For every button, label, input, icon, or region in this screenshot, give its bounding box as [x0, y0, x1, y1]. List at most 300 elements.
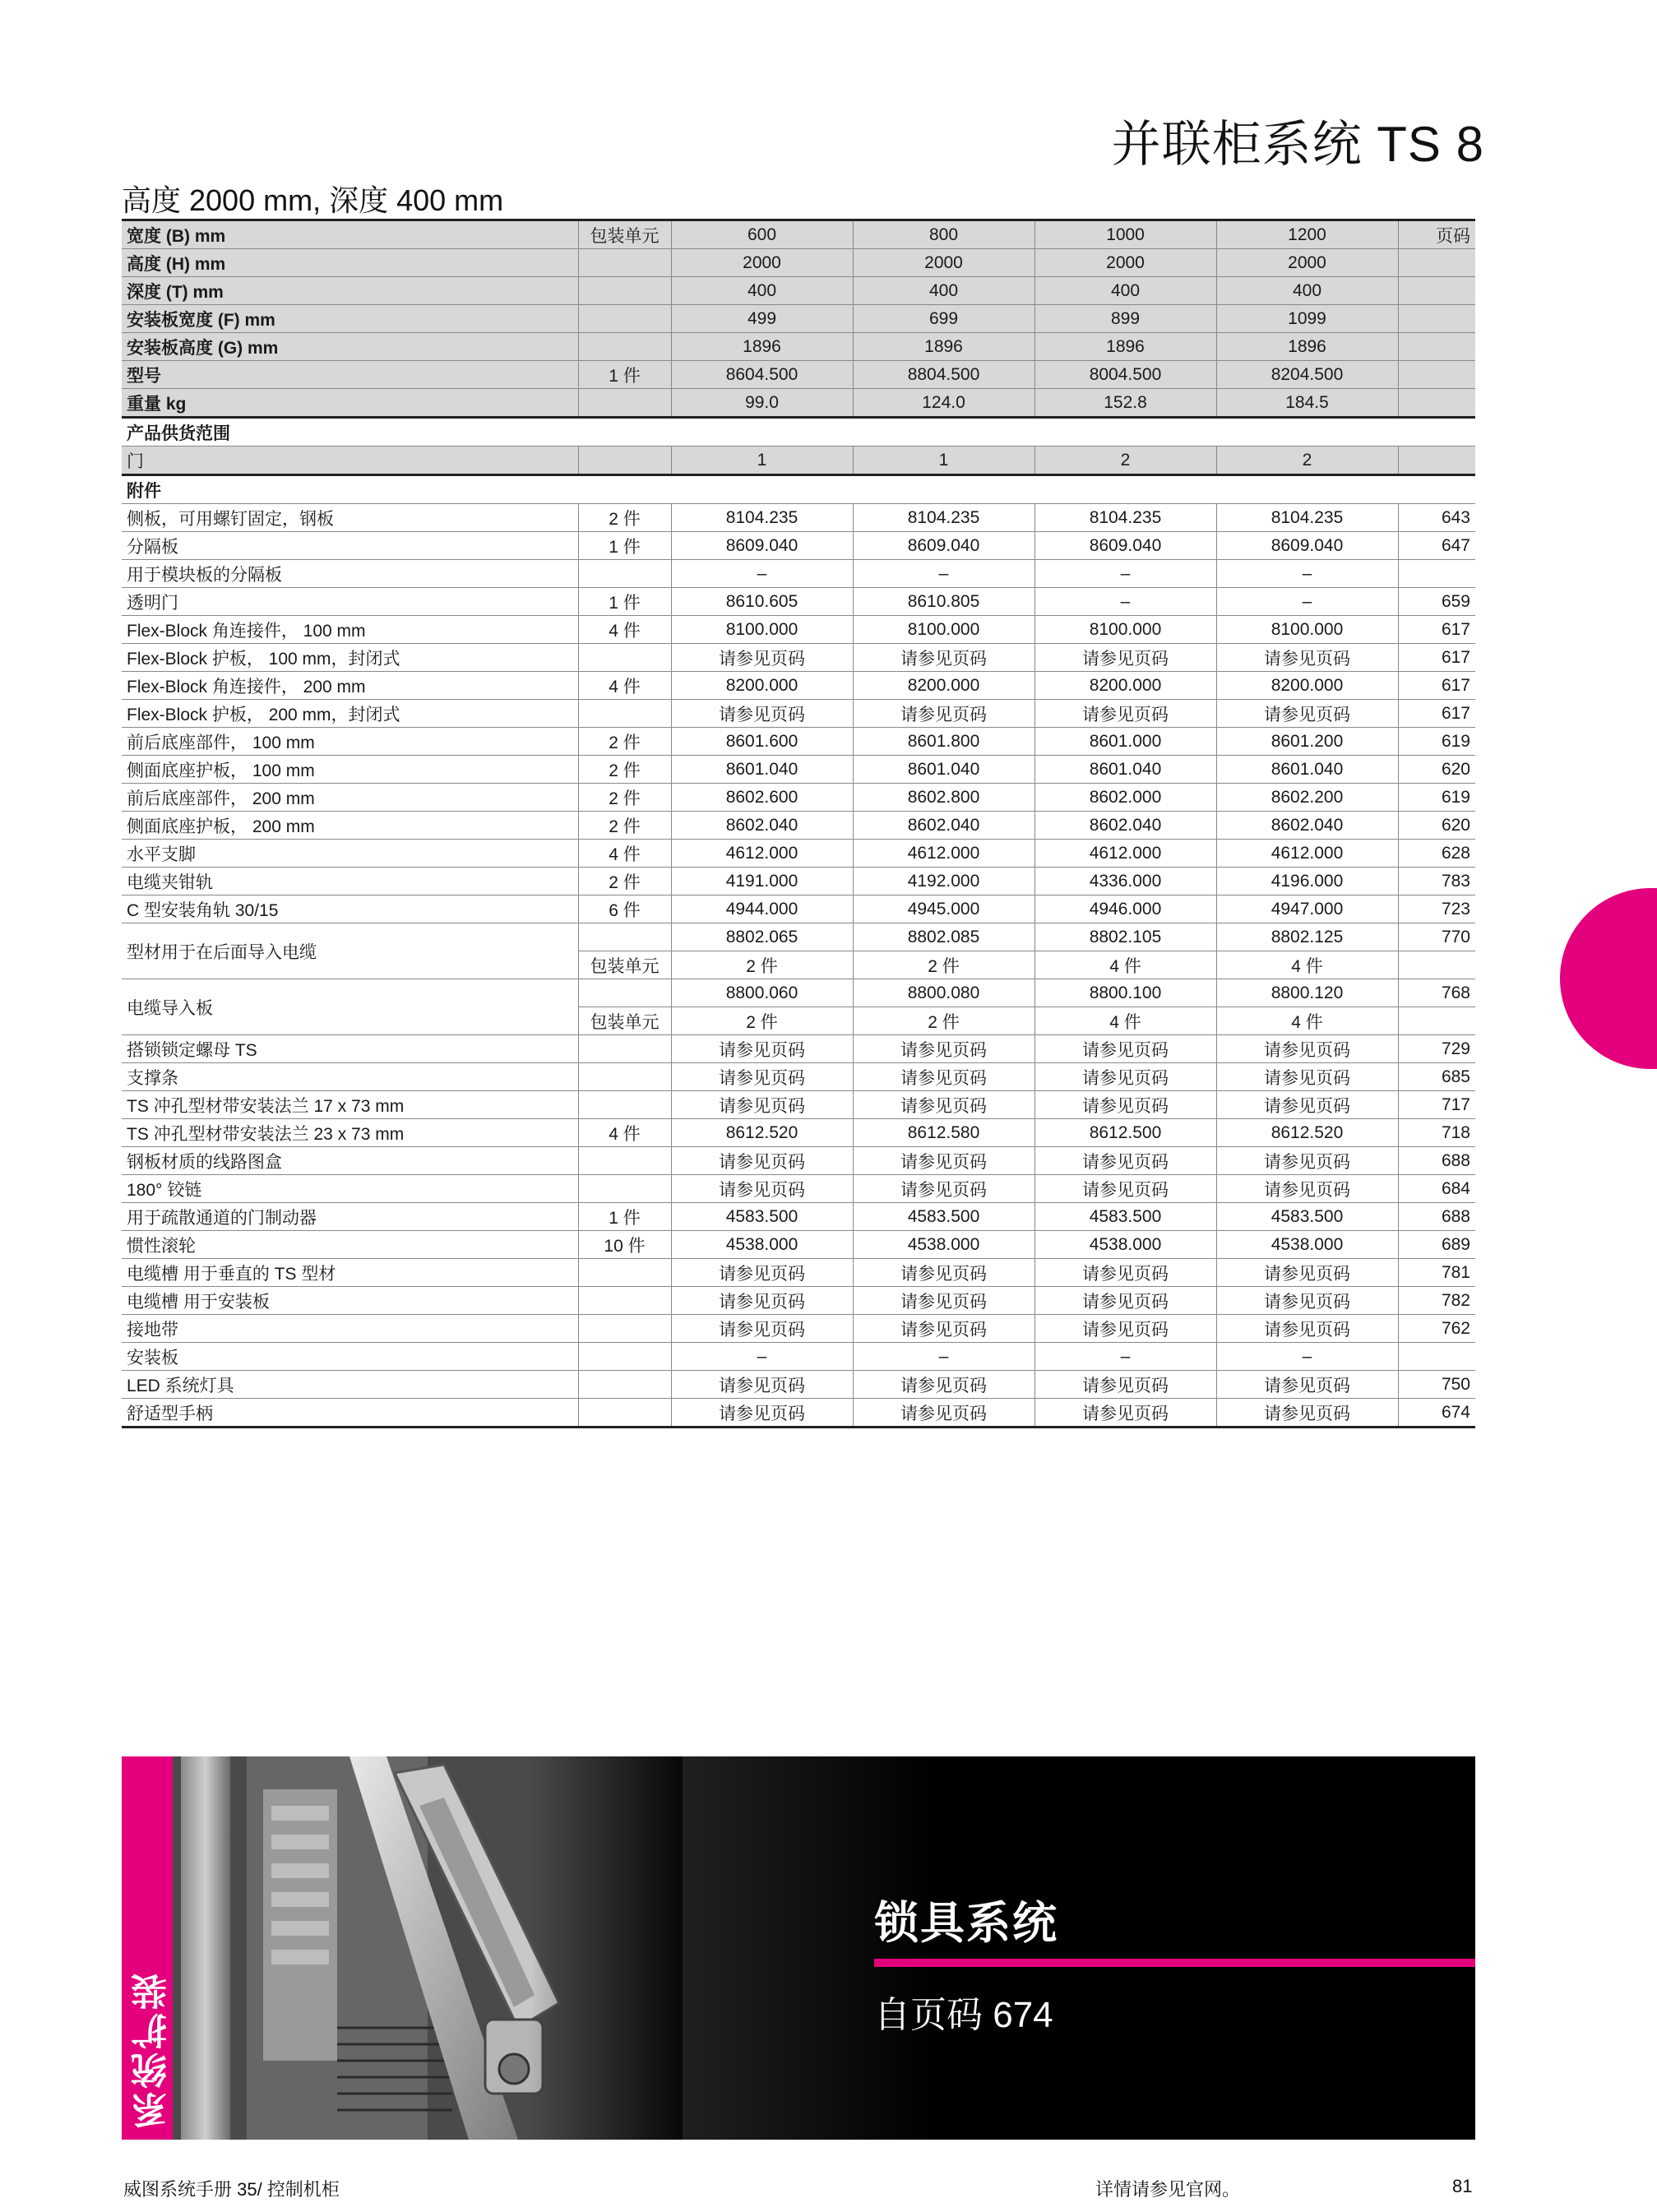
table-row: [122, 784, 1475, 812]
row-value-width-1: 请参见页码: [853, 1175, 1034, 1203]
table-row: [122, 560, 1475, 588]
row-label: 接地带: [122, 1315, 578, 1343]
section-tab-marker: [1560, 888, 1657, 1069]
row-page-ref: [1398, 277, 1475, 305]
row-packaging-unit: [578, 1175, 671, 1203]
row-value-width-3: 8612.520: [1216, 1119, 1398, 1147]
row-value-width-2: 4583.500: [1034, 1203, 1216, 1231]
row-page-ref: [1398, 333, 1475, 361]
row-label: 安装板: [122, 1343, 578, 1371]
row-page-ref: [1398, 361, 1475, 389]
banner-accent-line: [874, 1959, 1475, 1967]
row-packaging-unit: 1 件: [578, 1203, 671, 1231]
table-row: [122, 220, 1475, 249]
row-packaging-unit: [578, 1315, 671, 1343]
row-page-ref: 750: [1398, 1371, 1475, 1399]
row-value-width-3: 8602.040: [1216, 812, 1398, 840]
row-packaging-unit: 2 件: [578, 504, 671, 532]
row-page-ref: 620: [1398, 756, 1475, 784]
row-value-width-1: 1: [853, 447, 1034, 475]
row-value-width-0: 600: [671, 220, 853, 249]
table-row: [122, 979, 1475, 1007]
row-value-width-1: 4612.000: [853, 840, 1034, 868]
row-value-width-2: 4538.000: [1034, 1231, 1216, 1259]
row-packaging-unit: [578, 979, 671, 1007]
row-value-width-0: 8602.600: [671, 784, 853, 812]
row-packaging-unit: 包装单元: [578, 1007, 671, 1035]
spec-table: [122, 219, 1475, 1428]
row-value-width-1: 请参见页码: [853, 1259, 1034, 1287]
row-packaging-unit: [578, 1091, 671, 1119]
row-value-width-1: 8802.085: [853, 923, 1034, 951]
row-value-width-1: 请参见页码: [853, 1091, 1034, 1119]
footer-website-note: 详情请参见官网。: [1095, 2179, 1241, 2200]
row-packaging-unit: [578, 1371, 671, 1399]
row-value-width-0: 请参见页码: [671, 700, 853, 728]
row-page-ref: 619: [1398, 728, 1475, 756]
row-value-width-3: 1200: [1216, 220, 1398, 249]
row-value-width-3: 8800.120: [1216, 979, 1398, 1007]
row-value-width-3: –: [1216, 588, 1398, 616]
row-value-width-2: 8100.000: [1034, 616, 1216, 644]
row-value-width-3: 请参见页码: [1216, 644, 1398, 672]
promo-banner[interactable]: [122, 1756, 1475, 2140]
row-value-width-1: 请参见页码: [853, 1063, 1034, 1091]
row-value-width-2: 请参见页码: [1034, 1287, 1216, 1315]
row-value-width-0: 2000: [671, 249, 853, 277]
row-packaging-unit: 2 件: [578, 812, 671, 840]
row-value-width-2: 请参见页码: [1034, 1399, 1216, 1428]
row-value-width-3: 8204.500: [1216, 361, 1398, 389]
row-page-ref: 729: [1398, 1035, 1475, 1063]
row-page-ref: [1398, 447, 1475, 475]
row-value-width-2: 152.8: [1034, 389, 1216, 418]
row-page-ref: [1398, 249, 1475, 277]
row-value-width-1: 请参见页码: [853, 1035, 1034, 1063]
table-row: [122, 728, 1475, 756]
row-value-width-1: 8609.040: [853, 532, 1034, 560]
row-unit-qty-1: 2 件: [853, 951, 1034, 979]
row-packaging-unit: [578, 1259, 671, 1287]
row-value-width-1: 8104.235: [853, 504, 1034, 532]
row-label: 高度 (H) mm: [122, 249, 578, 277]
row-label: 支撑条: [122, 1063, 578, 1091]
row-page-ref: 718: [1398, 1119, 1475, 1147]
page-subtitle: 高度 2000 mm, 深度 400 mm: [122, 183, 504, 217]
row-value-width-1: 请参见页码: [853, 644, 1034, 672]
row-value-width-3: 请参见页码: [1216, 1175, 1398, 1203]
banner-side-label: 系统扩装: [132, 1970, 173, 2128]
row-value-width-2: 请参见页码: [1034, 1315, 1216, 1343]
row-value-width-3: 8602.200: [1216, 784, 1398, 812]
row-value-width-1: 8804.500: [853, 361, 1034, 389]
row-value-width-3: 8609.040: [1216, 532, 1398, 560]
row-value-width-1: 2000: [853, 249, 1034, 277]
row-value-width-2: 8609.040: [1034, 532, 1216, 560]
row-value-width-1: 4538.000: [853, 1231, 1034, 1259]
row-page-ref: 768: [1398, 979, 1475, 1007]
row-value-width-3: 8104.235: [1216, 504, 1398, 532]
section-title: 附件: [122, 475, 1475, 504]
row-packaging-unit: [578, 923, 671, 951]
row-value-width-0: 1: [671, 447, 853, 475]
row-value-width-2: 8601.000: [1034, 728, 1216, 756]
table-row: [122, 1147, 1475, 1175]
table-row: [122, 1399, 1475, 1428]
row-page-ref: 617: [1398, 672, 1475, 700]
row-packaging-unit: [578, 333, 671, 361]
row-label: 惯性滚轮: [122, 1231, 578, 1259]
row-value-width-0: 8601.040: [671, 756, 853, 784]
row-unit-qty-0: 2 件: [671, 1007, 853, 1035]
row-label: 水平支脚: [122, 840, 578, 868]
row-value-width-2: 8800.100: [1034, 979, 1216, 1007]
row-value-width-1: 4192.000: [853, 868, 1034, 895]
row-value-width-1: 请参见页码: [853, 1147, 1034, 1175]
row-packaging-unit: [578, 1147, 671, 1175]
row-page-ref: [1398, 560, 1475, 588]
table-row: [122, 840, 1475, 868]
row-value-width-0: 4538.000: [671, 1231, 853, 1259]
row-label: Flex-Block 角连接件， 100 mm: [122, 616, 578, 644]
row-label: 型材用于在后面导入电缆: [122, 923, 578, 979]
row-value-width-2: 1000: [1034, 220, 1216, 249]
footer-catalog-name: 威图系统手册 35/ 控制机柜: [123, 2179, 340, 2200]
table-row: [122, 361, 1475, 389]
row-packaging-unit: 2 件: [578, 756, 671, 784]
row-page-ref: 688: [1398, 1203, 1475, 1231]
row-value-width-1: 4945.000: [853, 895, 1034, 923]
row-value-width-1: 1896: [853, 333, 1034, 361]
row-value-width-2: 请参见页码: [1034, 1371, 1216, 1399]
row-value-width-3: 请参见页码: [1216, 1035, 1398, 1063]
row-value-width-0: 1896: [671, 333, 853, 361]
table-row: [122, 1287, 1475, 1315]
row-label: 搭锁锁定螺母 TS: [122, 1035, 578, 1063]
row-value-width-2: 899: [1034, 305, 1216, 333]
row-value-width-3: 请参见页码: [1216, 1147, 1398, 1175]
row-label: Flex-Block 护板， 200 mm，封闭式: [122, 700, 578, 728]
row-label: 深度 (T) mm: [122, 277, 578, 305]
row-value-width-0: 请参见页码: [671, 1399, 853, 1428]
section-accessories: [122, 475, 1475, 504]
row-value-width-3: 请参见页码: [1216, 1287, 1398, 1315]
row-value-width-3: 请参见页码: [1216, 1063, 1398, 1091]
row-value-width-3: 4538.000: [1216, 1231, 1398, 1259]
row-packaging-unit: 2 件: [578, 868, 671, 895]
row-value-width-2: 请参见页码: [1034, 1035, 1216, 1063]
row-label: 电缆槽 用于安装板: [122, 1287, 578, 1315]
table-row: [122, 700, 1475, 728]
row-value-width-3: 请参见页码: [1216, 1315, 1398, 1343]
row-value-width-0: –: [671, 560, 853, 588]
row-value-width-0: 4944.000: [671, 895, 853, 923]
row-label: TS 冲孔型材带安装法兰 17 x 73 mm: [122, 1091, 578, 1119]
row-label: LED 系统灯具: [122, 1371, 578, 1399]
row-value-width-0: 请参见页码: [671, 1063, 853, 1091]
row-value-width-2: –: [1034, 588, 1216, 616]
row-value-width-3: 8100.000: [1216, 616, 1398, 644]
row-page-ref: 688: [1398, 1147, 1475, 1175]
table-row: [122, 249, 1475, 277]
row-packaging-unit: [578, 249, 671, 277]
row-packaging-unit: [578, 1287, 671, 1315]
row-value-width-2: 请参见页码: [1034, 1259, 1216, 1287]
row-page-ref: 770: [1398, 923, 1475, 951]
row-packaging-unit: 10 件: [578, 1231, 671, 1259]
table-row: [122, 1343, 1475, 1371]
row-value-width-3: 1099: [1216, 305, 1398, 333]
row-value-width-3: 400: [1216, 277, 1398, 305]
row-value-width-0: –: [671, 1343, 853, 1371]
section-title: 产品供货范围: [122, 418, 1475, 447]
row-value-width-1: 请参见页码: [853, 1399, 1034, 1428]
row-packaging-unit: 1 件: [578, 532, 671, 560]
row-value-width-1: 8610.805: [853, 588, 1034, 616]
row-unit-qty-3: 4 件: [1216, 951, 1398, 979]
section-supply-scope: [122, 418, 1475, 447]
row-value-width-3: 8802.125: [1216, 923, 1398, 951]
row-value-width-2: –: [1034, 560, 1216, 588]
row-value-width-2: 请参见页码: [1034, 1147, 1216, 1175]
row-value-width-2: 2: [1034, 447, 1216, 475]
row-page-ref: 762: [1398, 1315, 1475, 1343]
row-value-width-3: 8601.200: [1216, 728, 1398, 756]
row-value-width-1: 8601.040: [853, 756, 1034, 784]
row-packaging-unit: [578, 277, 671, 305]
table-row: [122, 895, 1475, 923]
lock-handle-photo: [173, 1756, 683, 2140]
row-page-ref: 685: [1398, 1063, 1475, 1091]
table-row: [122, 812, 1475, 840]
row-packaging-unit: [578, 447, 671, 475]
row-packaging-unit: [578, 1035, 671, 1063]
row-value-width-0: 99.0: [671, 389, 853, 418]
table-row: [122, 1259, 1475, 1287]
row-value-width-0: 8601.600: [671, 728, 853, 756]
row-packaging-unit: 6 件: [578, 895, 671, 923]
row-value-width-3: 请参见页码: [1216, 1091, 1398, 1119]
row-value-width-1: 8602.040: [853, 812, 1034, 840]
table-row: [122, 532, 1475, 560]
table-row: [122, 756, 1475, 784]
table-row: [122, 1119, 1475, 1147]
row-label: 分隔板: [122, 532, 578, 560]
row-page-ref: 782: [1398, 1287, 1475, 1315]
row-page-ref: 723: [1398, 895, 1475, 923]
row-label: 电缆导入板: [122, 979, 578, 1035]
table-row: [122, 644, 1475, 672]
row-packaging-unit: 4 件: [578, 672, 671, 700]
row-value-width-1: 请参见页码: [853, 1287, 1034, 1315]
row-value-width-3: 请参见页码: [1216, 1399, 1398, 1428]
row-label: Flex-Block 护板， 100 mm，封闭式: [122, 644, 578, 672]
row-page-ref: 674: [1398, 1399, 1475, 1428]
row-value-width-2: 8004.500: [1034, 361, 1216, 389]
row-value-width-0: 499: [671, 305, 853, 333]
row-label: 电缆夹钳轨: [122, 868, 578, 895]
row-value-width-0: 请参见页码: [671, 1035, 853, 1063]
row-packaging-unit: [578, 644, 671, 672]
row-value-width-2: 请参见页码: [1034, 1063, 1216, 1091]
row-value-width-3: 1896: [1216, 333, 1398, 361]
row-value-width-0: 请参见页码: [671, 1287, 853, 1315]
row-value-width-1: 请参见页码: [853, 1371, 1034, 1399]
row-unit-qty-3: 4 件: [1216, 1007, 1398, 1035]
row-packaging-unit: 包装单元: [578, 220, 671, 249]
row-value-width-1: 8602.800: [853, 784, 1034, 812]
row-label: 前后底座部件， 200 mm: [122, 784, 578, 812]
row-value-width-2: 8802.105: [1034, 923, 1216, 951]
table-row: [122, 588, 1475, 616]
row-label: 宽度 (B) mm: [122, 220, 578, 249]
table-row: [122, 1231, 1475, 1259]
row-value-width-1: –: [853, 1343, 1034, 1371]
row-page-ref: 620: [1398, 812, 1475, 840]
row-page-ref: 689: [1398, 1231, 1475, 1259]
row-value-width-2: 请参见页码: [1034, 700, 1216, 728]
row-value-width-2: 8200.000: [1034, 672, 1216, 700]
banner-subtitle: 自页码 674: [874, 1995, 1053, 2035]
row-label: C 型安装角轨 30/15: [122, 895, 578, 923]
row-packaging-unit: 1 件: [578, 588, 671, 616]
row-packaging-unit: [578, 389, 671, 418]
row-value-width-1: 请参见页码: [853, 1315, 1034, 1343]
row-label: 侧面底座护板， 200 mm: [122, 812, 578, 840]
row-value-width-1: 8800.080: [853, 979, 1034, 1007]
row-page-ref: 617: [1398, 616, 1475, 644]
row-value-width-1: 124.0: [853, 389, 1034, 418]
row-label: 用于疏散通道的门制动器: [122, 1203, 578, 1231]
row-page-ref: 643: [1398, 504, 1475, 532]
table-row: [122, 1035, 1475, 1063]
row-value-width-3: 2: [1216, 447, 1398, 475]
row-value-width-2: 4336.000: [1034, 868, 1216, 895]
row-value-width-2: 8602.000: [1034, 784, 1216, 812]
row-label: TS 冲孔型材带安装法兰 23 x 73 mm: [122, 1119, 578, 1147]
row-value-width-0: 8200.000: [671, 672, 853, 700]
row-value-width-0: 400: [671, 277, 853, 305]
row-page-ref: [1398, 1343, 1475, 1371]
footer-page-number: 81: [1452, 2176, 1473, 2196]
row-packaging-unit: 2 件: [578, 728, 671, 756]
row-value-width-2: –: [1034, 1343, 1216, 1371]
row-value-width-3: 4947.000: [1216, 895, 1398, 923]
row-value-width-2: 请参见页码: [1034, 1175, 1216, 1203]
row-value-width-0: 4191.000: [671, 868, 853, 895]
table-row: [122, 1175, 1475, 1203]
row-value-width-0: 8800.060: [671, 979, 853, 1007]
row-label: 180° 铰链: [122, 1175, 578, 1203]
row-value-width-2: 1896: [1034, 333, 1216, 361]
row-value-width-3: 4196.000: [1216, 868, 1398, 895]
row-value-width-3: 4583.500: [1216, 1203, 1398, 1231]
row-value-width-1: –: [853, 560, 1034, 588]
table-row: [122, 1091, 1475, 1119]
row-packaging-unit: [578, 1343, 671, 1371]
row-label: 门: [122, 447, 578, 475]
banner-title: 锁具系统: [874, 1899, 1058, 1948]
row-packaging-unit: [578, 560, 671, 588]
row-value-width-0: 请参见页码: [671, 1371, 853, 1399]
table-row: [122, 305, 1475, 333]
table-row: [122, 1371, 1475, 1399]
row-value-width-0: 8612.520: [671, 1119, 853, 1147]
row-value-width-3: –: [1216, 1343, 1398, 1371]
row-value-width-1: 699: [853, 305, 1034, 333]
row-label: 用于模块板的分隔板: [122, 560, 578, 588]
row-page-ref: 684: [1398, 1175, 1475, 1203]
row-value-width-0: 请参见页码: [671, 1259, 853, 1287]
row-value-width-0: 8610.605: [671, 588, 853, 616]
row-packaging-unit: 4 件: [578, 840, 671, 868]
row-packaging-unit: 包装单元: [578, 951, 671, 979]
row-value-width-3: 请参见页码: [1216, 1371, 1398, 1399]
table-row: [122, 447, 1475, 475]
row-packaging-unit: [578, 1399, 671, 1428]
row-label: 透明门: [122, 588, 578, 616]
row-value-width-0: 8602.040: [671, 812, 853, 840]
row-value-width-1: 8100.000: [853, 616, 1034, 644]
row-unit-qty-2: 4 件: [1034, 1007, 1216, 1035]
row-label: Flex-Block 角连接件， 200 mm: [122, 672, 578, 700]
table-row: [122, 389, 1475, 418]
row-value-width-3: 2000: [1216, 249, 1398, 277]
table-row: [122, 923, 1475, 951]
row-page-ref: 717: [1398, 1091, 1475, 1119]
row-value-width-3: 184.5: [1216, 389, 1398, 418]
row-page-ref: [1398, 305, 1475, 333]
row-value-width-2: 8602.040: [1034, 812, 1216, 840]
row-page-ref: 781: [1398, 1259, 1475, 1287]
page-title: 并联柜系统 TS 8: [1111, 117, 1484, 172]
row-label: 舒适型手柄: [122, 1399, 578, 1428]
table-row: [122, 616, 1475, 644]
row-packaging-unit: [578, 700, 671, 728]
row-page-ref: 617: [1398, 644, 1475, 672]
row-value-width-1: 8612.580: [853, 1119, 1034, 1147]
row-value-width-1: 请参见页码: [853, 700, 1034, 728]
row-value-width-3: 8200.000: [1216, 672, 1398, 700]
table-row: [122, 1063, 1475, 1091]
banner-side-strip: [122, 1756, 173, 2140]
row-value-width-0: 请参见页码: [671, 644, 853, 672]
row-value-width-0: 8100.000: [671, 616, 853, 644]
row-value-width-0: 请参见页码: [671, 1315, 853, 1343]
row-value-width-1: 8200.000: [853, 672, 1034, 700]
row-unit-qty-0: 2 件: [671, 951, 853, 979]
row-label: 钢板材质的线路图盒: [122, 1147, 578, 1175]
row-value-width-2: 4946.000: [1034, 895, 1216, 923]
row-page-ref: 647: [1398, 532, 1475, 560]
row-unit-qty-2: 4 件: [1034, 951, 1216, 979]
table-row: [122, 504, 1475, 532]
table-row: [122, 868, 1475, 895]
row-value-width-1: 8601.800: [853, 728, 1034, 756]
row-page-ref: 页码: [1398, 220, 1475, 249]
row-value-width-3: 请参见页码: [1216, 700, 1398, 728]
row-value-width-3: 8601.040: [1216, 756, 1398, 784]
table-row: [122, 1203, 1475, 1231]
row-label: 型号: [122, 361, 578, 389]
row-value-width-2: 8601.040: [1034, 756, 1216, 784]
row-value-width-0: 请参见页码: [671, 1147, 853, 1175]
row-packaging-unit: 4 件: [578, 1119, 671, 1147]
row-packaging-unit: [578, 305, 671, 333]
row-page-ref: 619: [1398, 784, 1475, 812]
row-page-ref: [1398, 951, 1475, 979]
row-label: 电缆槽 用于垂直的 TS 型材: [122, 1259, 578, 1287]
